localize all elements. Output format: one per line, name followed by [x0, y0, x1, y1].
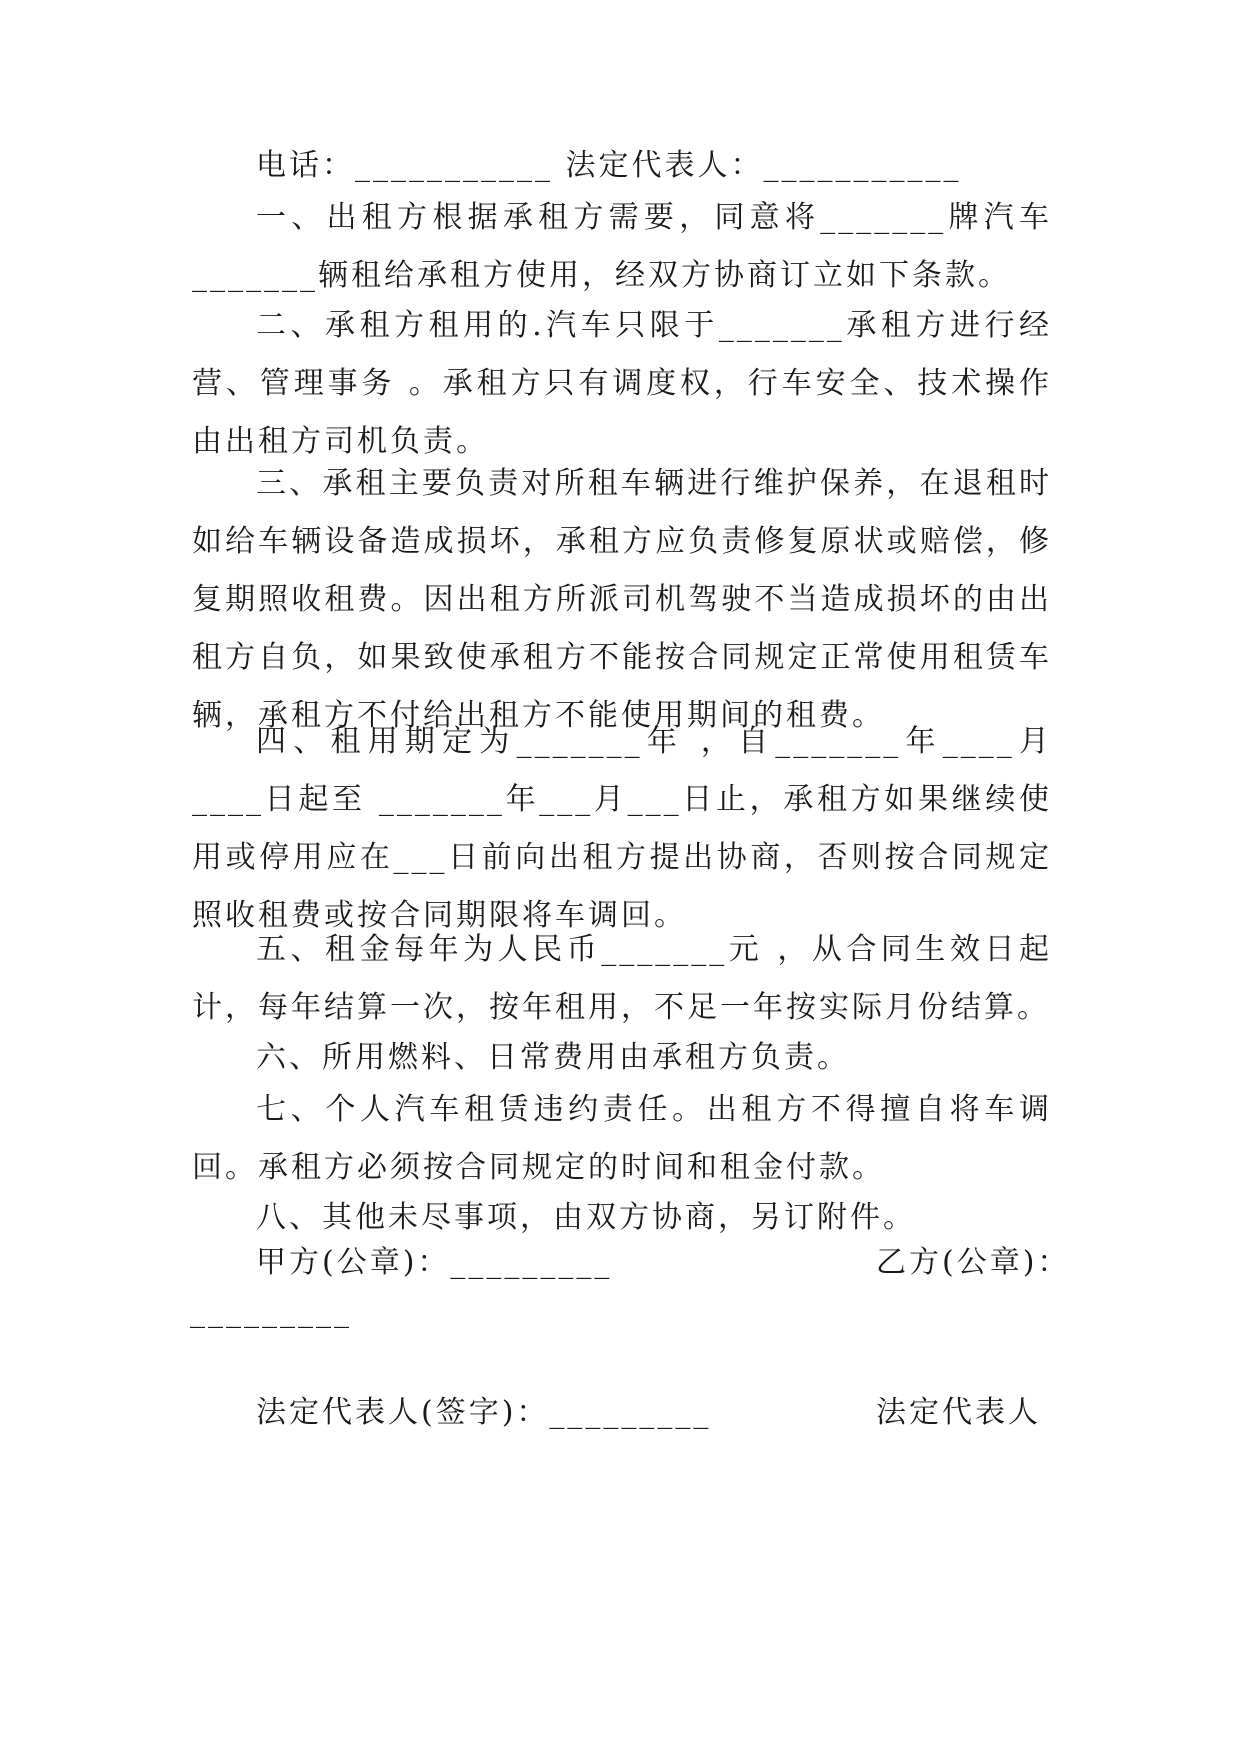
clause-3: 三、承租主要负责对所租车辆进行维护保养，在退租时如给车辆设备造成损坏，承租方应负责修复原状或赔偿，修复期照收租费。因出租方所派司机驾驶不当造成损坏的由出租方自负，如果致使承租方不能按合同规定正常使用租赁车辆，承租方不付给出租方不能使用期间的租费。	[192, 466, 1052, 733]
party-b-seal-blank: _________	[190, 1294, 352, 1329]
party-a-representative: 法定代表人(签字)：_________	[256, 1395, 712, 1430]
clause-1: 一、出租方根据承租方需要，同意将_______牌汽车_______辆租给承租方使用，经双方协商订立如下条款。	[192, 200, 1052, 293]
phone-representative-line: 电话：___________ 法定代表人：___________	[256, 148, 962, 183]
clause-8: 八、其他未尽事项，由双方协商，另订附件。	[256, 1200, 916, 1235]
party-a-seal: 甲方(公章)：_________	[256, 1245, 613, 1280]
clause-5: 五、租金每年为人民币_______元 ，从合同生效日起计，每年结算一次，按年租用，不足一年按实际月份结算。	[192, 932, 1052, 1025]
party-b-representative: 法定代表人	[876, 1395, 1041, 1430]
clause-2: 二、承租方租用的.汽车只限于_______承租方进行经营、管理事务 。承租方只有调度权，行车安全、技术操作由出租方司机负责。	[192, 308, 1052, 459]
party-b-seal: 乙方(公章)：	[876, 1245, 1071, 1280]
clause-7: 七、个人汽车租赁违约责任。出租方不得擅自将车调回。承租方必须按合同规定的时间和租金付款。	[192, 1092, 1052, 1185]
clause-4: 四、租用期定为_______年 ，自_______年____月____日起至 _______年___月___日止，承租方如果继续使用或停用应在___日前向出租方提出协商，否则按合同规定照收租费或按合同期限将车调回。	[192, 724, 1052, 933]
clause-6: 六、所用燃料、日常费用由承租方负责。	[256, 1040, 850, 1075]
